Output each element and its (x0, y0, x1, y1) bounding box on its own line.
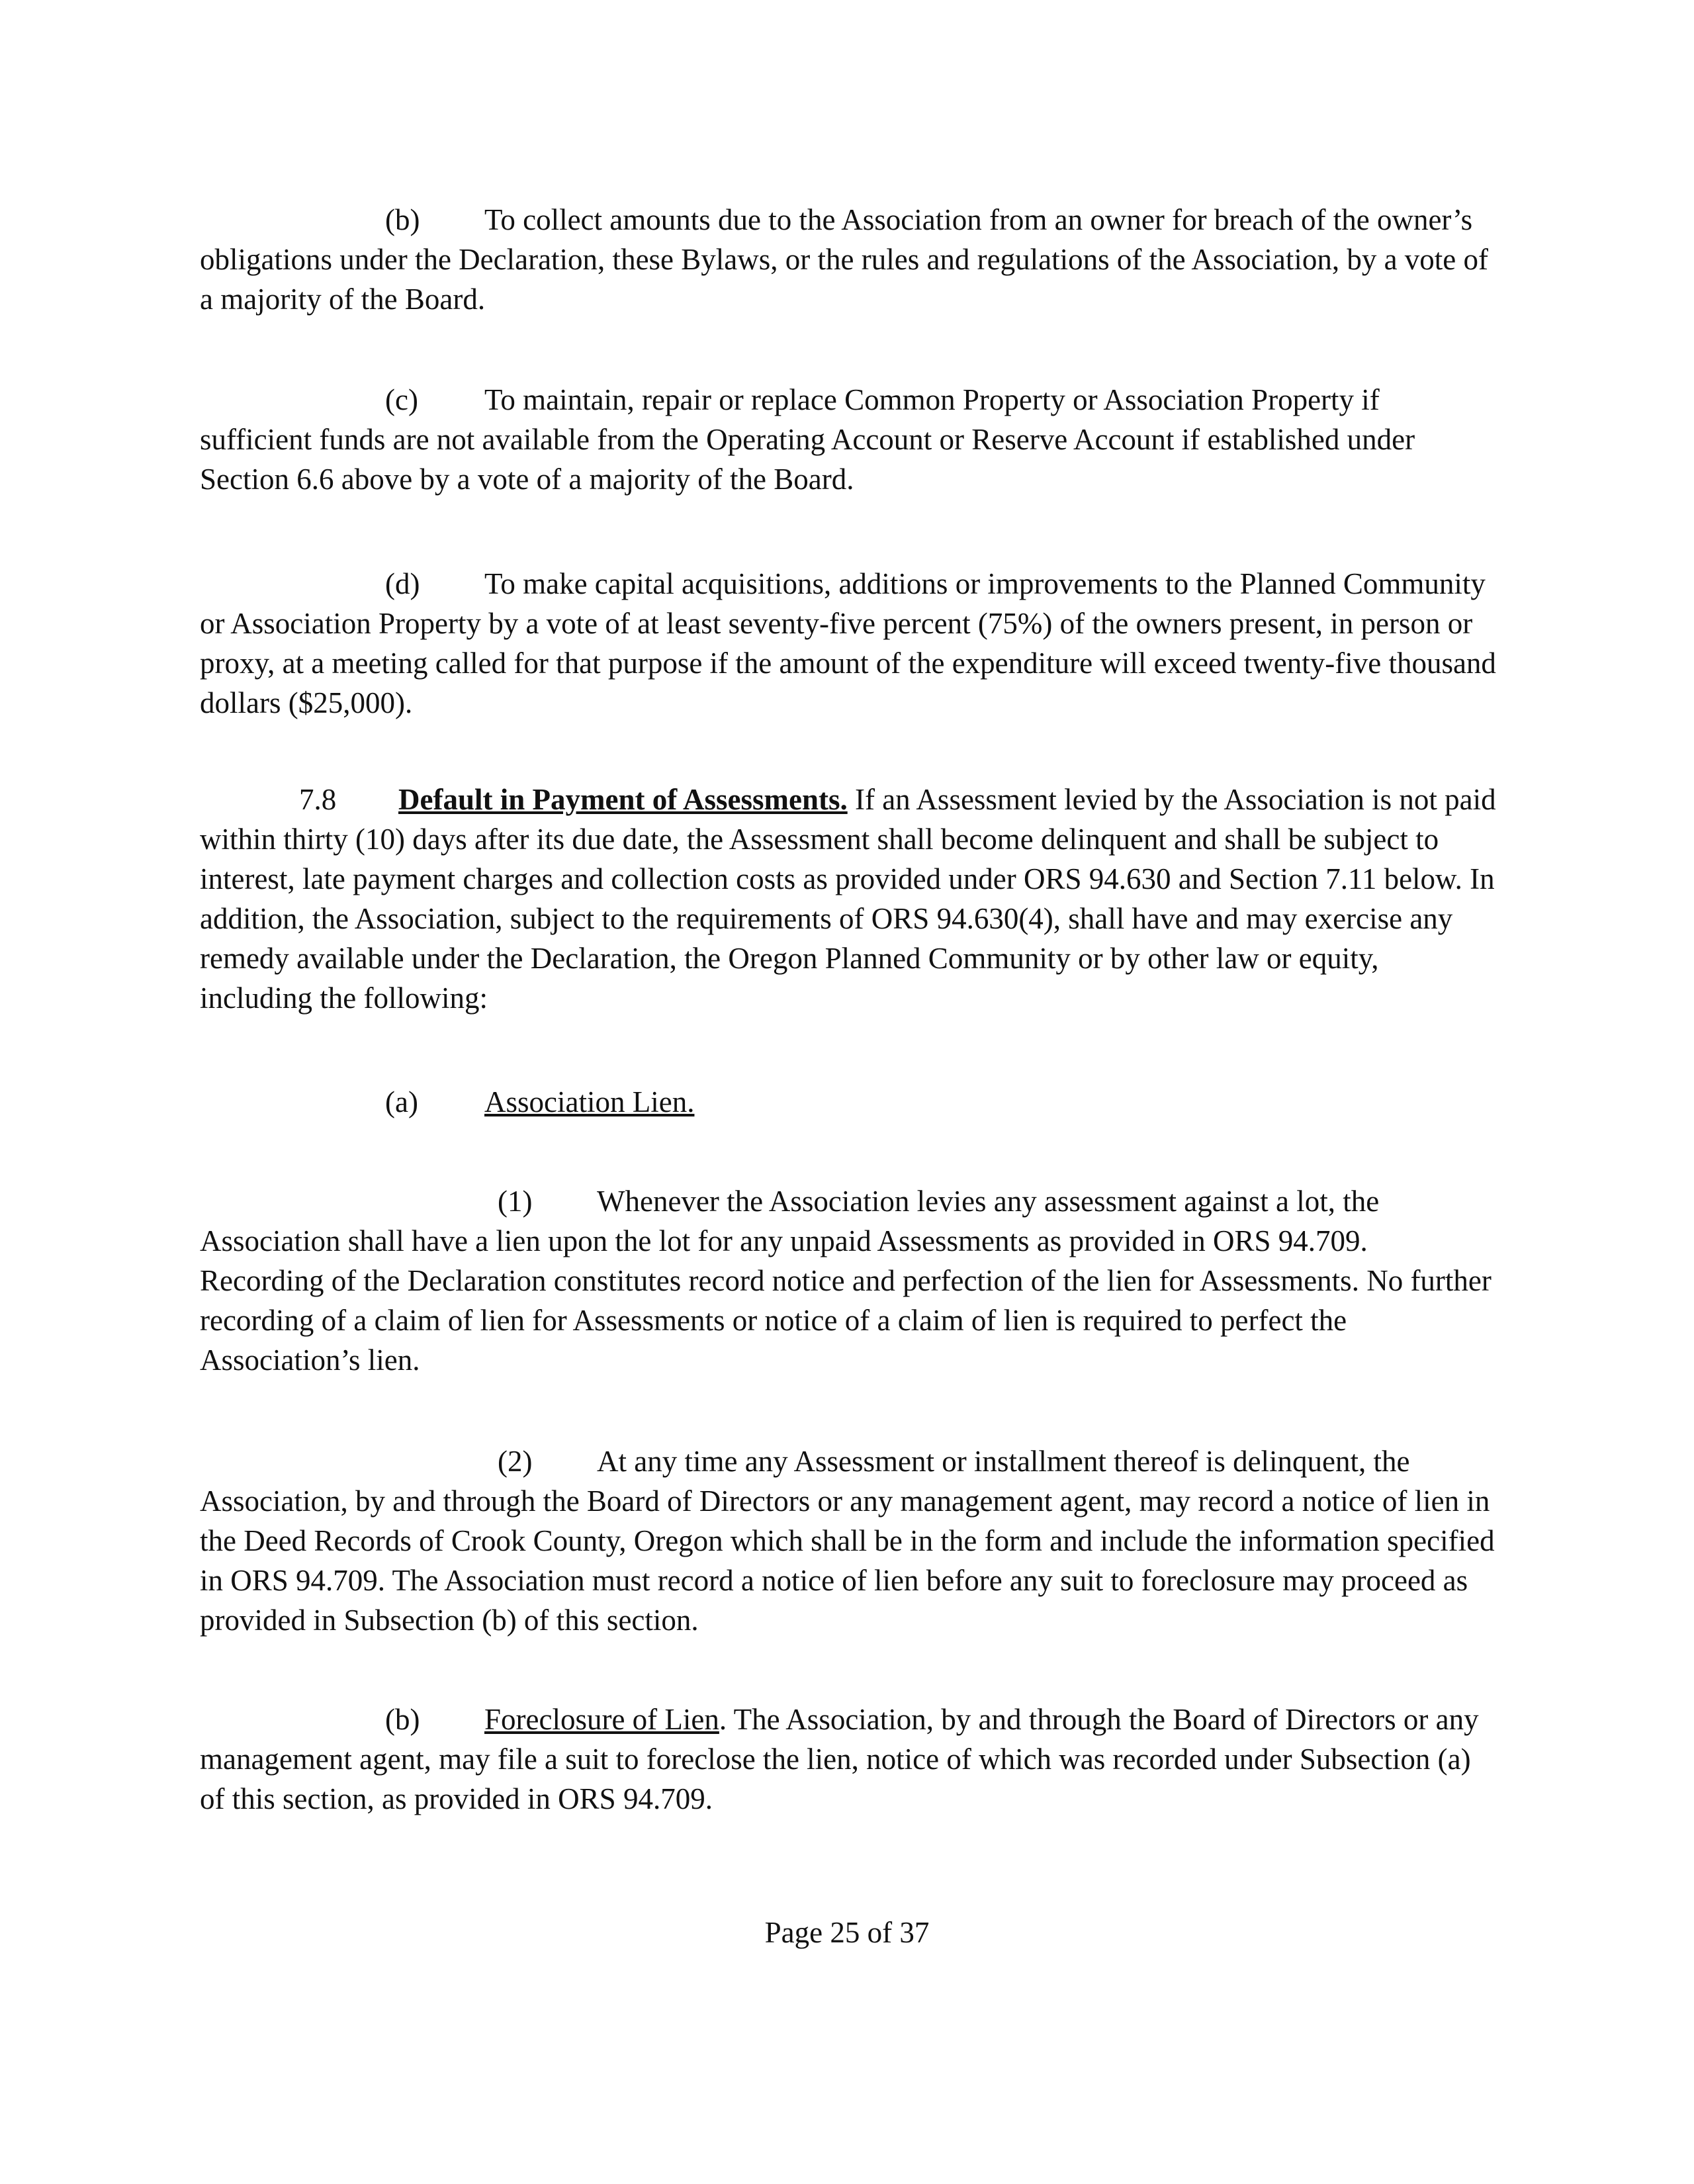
subsection-heading: Association Lien. (484, 1085, 695, 1118)
paragraph-text: To maintain, repair or replace Common Property or Association Property if sufficient funds are not available from the Operating Account or Reserve Account if established under Section 6.6 above by a vote of a majority of the Board. (200, 383, 1415, 496)
paragraph-text: To collect amounts due to the Association from an owner for breach of the owner’s obligations under the Declaration, these Bylaws, or the rules and regulations of the Association, by a vote of a majority of the Board. (200, 203, 1489, 316)
section-heading: Default in Payment of Assessments. (398, 783, 848, 816)
paragraph-text: At any time any Assessment or installment thereof is delinquent, the Association, by and through the Board of Directors or any management agent, may record a notice of lien in the Deed Records of Crook County, Oregon which shall be in the form and include the information specified in ORS 94.709. The Association must record a notice of lien before any suit to foreclosure may proceed as provided in Subsection (b) of this section. (200, 1445, 1495, 1637)
section-7-8 (200, 780, 1497, 1018)
paragraph-a2-any-time (200, 1441, 1497, 1640)
paragraph-c-maintain (200, 380, 1497, 499)
page-number: Page 25 of 37 (764, 1916, 930, 1949)
item-marker: (a) (385, 1085, 418, 1118)
subsection-a-heading (385, 1082, 694, 1122)
paragraph-b-collect (200, 200, 1497, 319)
paragraph-text: Whenever the Association levies any assessment against a lot, the Association shall have a lien upon the lot for any unpaid Assessments as provided in ORS 94.709. Recording of the Declaration constitutes record notice and perfection of the lien for Assessments. No further recording of a claim of lien for Assessments or notice of a claim of lien is required to perfect the Association’s lien. (200, 1185, 1492, 1377)
item-marker: (c) (385, 383, 418, 416)
paragraph-text: To make capital acquisitions, additions or improvements to the Planned Community or Association Property by a vote of at least seventy-five percent (75%) of the owners present, in person or proxy, at a meeting called for that purpose if the amount of the expenditure will exceed twenty-five thousand dollars ($25,000). (200, 567, 1496, 719)
item-marker: (2) (498, 1445, 533, 1478)
paragraph-text: . The Association, by and through the Board of Directors or any management agent, may file a suit to foreclose the lien, notice of which was recorded under Subsection (a) of this section, as provided in ORS 94.709. (200, 1703, 1479, 1815)
item-marker: (d) (385, 567, 420, 600)
paragraph-b-foreclosure (200, 1700, 1497, 1819)
paragraph-a1-whenever (200, 1181, 1497, 1380)
item-marker: (b) (385, 1703, 420, 1736)
item-marker: (1) (498, 1185, 533, 1218)
section-number: 7.8 (299, 783, 337, 816)
item-marker: (b) (385, 203, 420, 236)
subsection-heading: Foreclosure of Lien (484, 1703, 719, 1736)
paragraph-d-capital (200, 564, 1497, 723)
paragraph-text: If an Assessment levied by the Association is not paid within thirty (10) days after its due date, the Assessment shall become delinquent and shall be subject to interest, late payment charges and collection costs as provided under ORS 94.630 and Section 7.11 below. In addition, the Association, subject to the requirements of ORS 94.630(4), shall have and may exercise any remedy available under the Declaration, the Oregon Planned Community or by other law or equity, including the following: (200, 783, 1496, 1015)
